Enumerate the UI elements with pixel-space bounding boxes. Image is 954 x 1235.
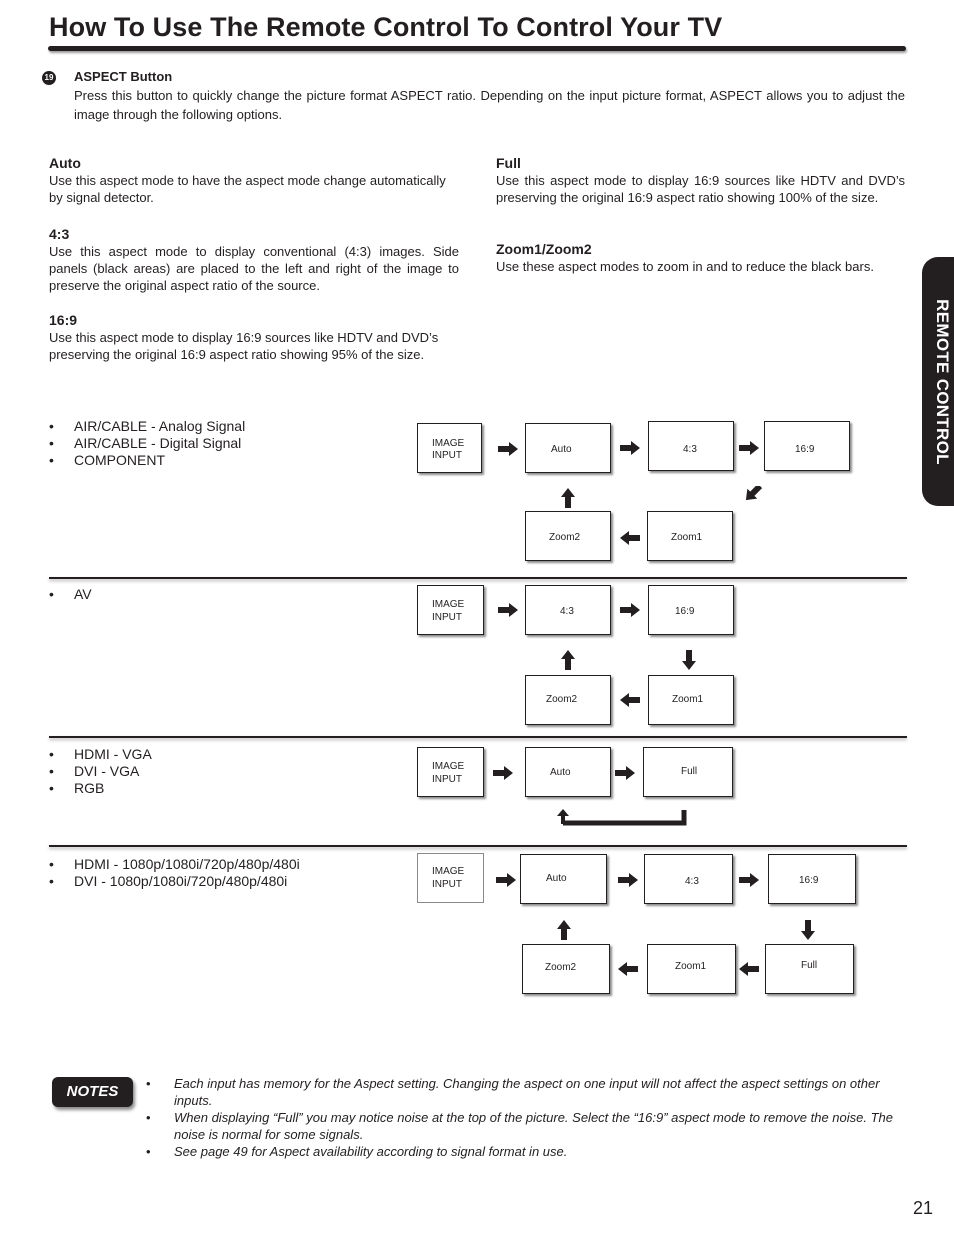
sixteen-nine-heading: 16:9: [49, 312, 78, 328]
auto-box: [525, 747, 611, 797]
arrow-right-icon: [620, 603, 640, 617]
page-title: How To Use The Remote Control To Control Your TV: [49, 12, 723, 42]
list-item: • DVI - 1080p/1080i/720p/480p/480i: [49, 873, 300, 890]
sixteen-nine-box: [764, 421, 850, 471]
arrow-up-icon: [557, 920, 571, 940]
full-heading: Full: [496, 155, 521, 171]
auto-heading: Auto: [49, 155, 81, 171]
loop-back-arrow-icon: [554, 806, 690, 828]
full-box: [643, 747, 733, 797]
four-three-text: Use this aspect mode to display conventional (4:3) images. Side panels (black areas) are placed to the left and right of the image to preserve the original aspect ratio of the source.: [49, 244, 459, 293]
box-label: Zoom1: [672, 694, 704, 705]
zoom2-box: [522, 944, 610, 994]
note-item: • Each input has memory for the Aspect setting. Changing the aspect on one input will not affect the aspect settings on other inputs.: [146, 1075, 916, 1109]
section-divider: [49, 736, 907, 738]
input-list-1: [49, 418, 245, 469]
image-input-box: [417, 585, 484, 635]
image-input-box: [417, 853, 484, 903]
list-item: • DVI - VGA: [49, 763, 152, 780]
item-number-badge: 19: [42, 71, 56, 85]
auto-text: Use this aspect mode to have the aspect mode change automatically by signal detector.: [49, 173, 446, 205]
box-label: IMAGE: [432, 438, 465, 449]
box-label: Zoom1: [671, 532, 703, 543]
arrow-up-icon: [561, 650, 575, 670]
arrow-left-icon: [620, 693, 640, 707]
aspect-button-heading: ASPECT Button: [74, 69, 173, 84]
box-label: IMAGE: [432, 599, 465, 610]
box-label: Auto: [551, 444, 572, 455]
arrow-up-icon: [561, 488, 575, 508]
aspect-button-description: Press this button to quickly change the picture format ASPECT ratio. Depending on the input picture format, ASPECT allows you to adjust the image through the following options.: [74, 88, 905, 122]
arrow-right-icon: [496, 873, 516, 887]
sixteen-nine-box: [648, 585, 734, 635]
side-tab: [922, 257, 954, 506]
box-label: Auto: [546, 873, 567, 884]
arrow-down-icon: [682, 650, 696, 670]
notes-list: [146, 1075, 916, 1160]
box-label: Zoom2: [545, 962, 577, 973]
list-item: • AIR/CABLE - Digital Signal: [49, 435, 245, 452]
box-label: INPUT: [432, 879, 462, 890]
box-label: Zoom1: [675, 961, 707, 972]
zoom-text: Use these aspect modes to zoom in and to reduce the black bars.: [496, 259, 874, 274]
box-label: IMAGE: [432, 866, 465, 877]
arrow-right-icon: [615, 766, 635, 780]
auto-box: [525, 423, 611, 473]
box-label: 16:9: [799, 875, 819, 886]
list-item: • RGB: [49, 780, 152, 797]
note-item: • See page 49 for Aspect availability according to signal format in use.: [146, 1143, 916, 1160]
arrow-right-icon: [493, 766, 513, 780]
input-list-3: [49, 746, 152, 797]
full-box: [765, 944, 854, 994]
zoom2-box: [525, 675, 611, 725]
notes-badge: NOTES: [52, 1077, 133, 1107]
zoom1-box: [647, 944, 736, 994]
box-label: Zoom2: [549, 532, 581, 543]
arrow-left-icon: [739, 962, 759, 976]
section-divider: [49, 845, 907, 847]
arrow-down-left-icon: [743, 486, 763, 500]
list-item: • COMPONENT: [49, 452, 245, 469]
arrow-down-icon: [801, 920, 815, 940]
arrow-right-icon: [618, 873, 638, 887]
list-item: • AIR/CABLE - Analog Signal: [49, 418, 245, 435]
four-three-box: [525, 585, 611, 635]
image-input-box: [417, 423, 482, 473]
box-label: 4:3: [685, 876, 699, 887]
zoom1-box: [648, 675, 734, 725]
four-three-box: [644, 854, 733, 904]
box-label: Auto: [550, 767, 571, 778]
box-label: INPUT: [432, 774, 462, 785]
page-number: 21: [913, 1198, 934, 1218]
sixteen-nine-text: Use this aspect mode to display 16:9 sources like HDTV and DVD’s preserving the original 16:9 aspect ratio showing 95% of the size.: [49, 330, 439, 362]
zoom1-box: [647, 511, 733, 561]
zoom2-box: [525, 511, 611, 561]
auto-box: [520, 854, 607, 904]
arrow-right-icon: [498, 603, 518, 617]
zoom-heading: Zoom1/Zoom2: [496, 241, 592, 257]
box-label: 16:9: [795, 444, 815, 455]
arrow-right-icon: [739, 441, 759, 455]
input-list-2: [49, 586, 92, 603]
arrow-left-icon: [618, 962, 638, 976]
box-label: Zoom2: [546, 694, 578, 705]
section-divider: [49, 577, 907, 579]
list-item: • AV: [49, 586, 92, 603]
arrow-left-icon: [620, 531, 640, 545]
box-label: 4:3: [683, 444, 697, 455]
full-text: Use this aspect mode to display 16:9 sources like HDTV and DVD’s preserving the original 16:9 aspect ratio showing 100% of the size.: [496, 173, 905, 205]
note-item: • When displaying “Full” you may notice noise at the top of the picture. Select the “16:9” aspect mode to remove the noise. The noise is normal for some signals.: [146, 1109, 916, 1143]
title-divider: [48, 46, 906, 51]
box-label: INPUT: [432, 612, 462, 623]
box-label: IMAGE: [432, 761, 465, 772]
four-three-box: [648, 421, 734, 471]
sixteen-nine-box: [768, 854, 856, 904]
list-item: • HDMI - 1080p/1080i/720p/480p/480i: [49, 856, 300, 873]
four-three-heading: 4:3: [49, 226, 70, 242]
box-label: Full: [801, 960, 818, 971]
side-tab-label: REMOTE CONTROL: [933, 298, 952, 465]
arrow-right-icon: [620, 441, 640, 455]
box-label: 16:9: [675, 606, 695, 617]
box-label: Full: [681, 766, 698, 777]
list-item: • HDMI - VGA: [49, 746, 152, 763]
image-input-box: [417, 747, 484, 797]
arrow-right-icon: [498, 442, 518, 456]
box-label: INPUT: [432, 450, 462, 461]
arrow-right-icon: [739, 873, 759, 887]
box-label: 4:3: [560, 606, 574, 617]
input-list-4: [49, 856, 300, 890]
